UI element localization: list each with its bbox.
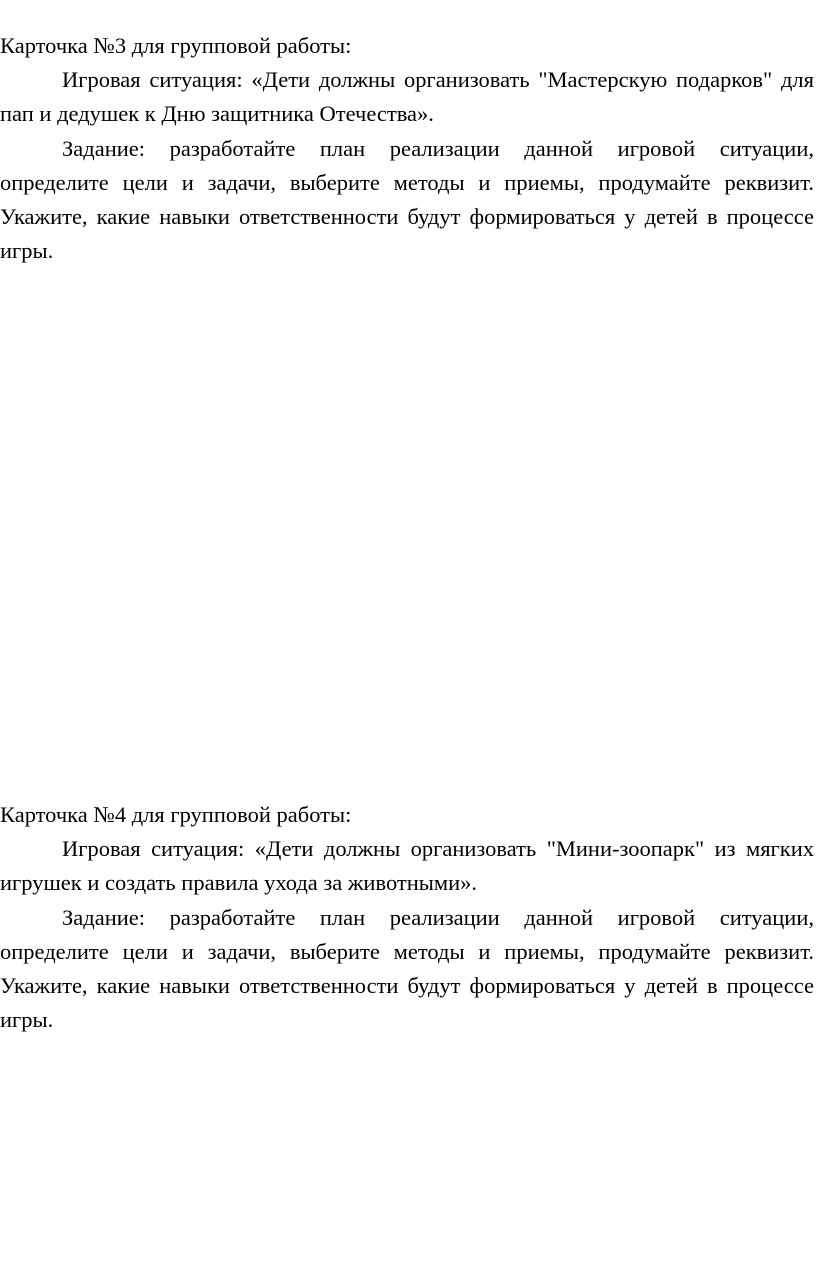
card-3 <box>0 29 814 268</box>
card-title: Карточка №4 для групповой работы: <box>0 802 352 827</box>
game-situation-text: Игровая ситуация: «Дети должны организовать "Мастерскую подарков" для пап и дедушек к Дню защитника Отечества». <box>0 67 814 127</box>
card-4 <box>0 798 814 1037</box>
card-title: Карточка №3 для групповой работы: <box>0 33 352 58</box>
game-situation-text: Игровая ситуация: «Дети должны организовать "Мини-зоопарк" из мягких игрушек и создать правила ухода за животными». <box>0 836 814 896</box>
task-text: Задание: разработайте план реализации данной игровой ситуации, определите цели и задачи, выберите методы и приемы, продумайте реквизит. Укажите, какие навыки ответственности будут формироваться у детей в процессе игры. <box>0 904 814 1033</box>
task-text: Задание: разработайте план реализации данной игровой ситуации, определите цели и задачи, выберите методы и приемы, продумайте реквизит. Укажите, какие навыки ответственности будут формироваться у детей в процессе игры. <box>0 135 814 264</box>
